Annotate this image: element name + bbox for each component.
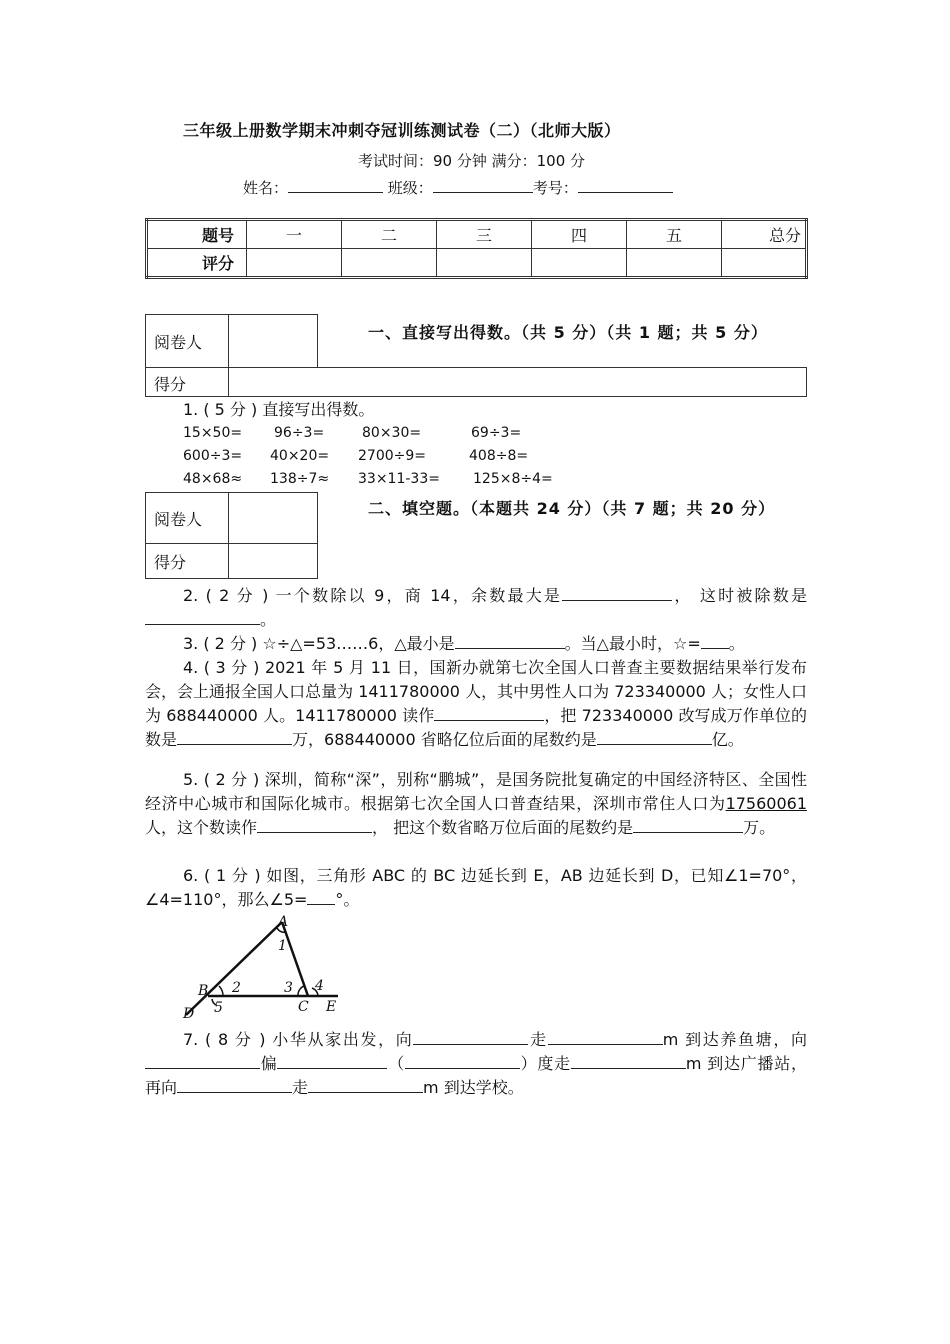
- score-cell[interactable]: [627, 249, 722, 278]
- q4-text: ，把 723340000 改写成万作单位的数是: [145, 706, 807, 749]
- q7-blank-3[interactable]: [145, 1052, 260, 1069]
- calc-item: 69÷3=: [471, 425, 522, 441]
- class-field[interactable]: [433, 176, 533, 193]
- score-table: [145, 218, 808, 279]
- q7-text: 走: [292, 1078, 309, 1097]
- score-label: 得分: [154, 375, 187, 394]
- score-cell[interactable]: [722, 249, 807, 278]
- q3-text: 。: [728, 634, 745, 653]
- q4-text: 4. ( 3 分 ) 2021 年 5 月 11 日，国新办就第七次全国人口普查主要数据结果举行发布会，会上通报全国人口总量为 1411780000 人，其中男性人口为 723340000 人；女性人口为 688440000 人。1411780000 读作: [145, 658, 807, 725]
- label-b: B: [198, 983, 209, 999]
- calc-item: 96÷3=: [274, 425, 325, 441]
- score-row-1: [145, 367, 807, 397]
- score-cell[interactable]: [532, 249, 627, 278]
- line-dba: [186, 922, 282, 1015]
- col-3: 三: [437, 220, 532, 249]
- col-2: 二: [342, 220, 437, 249]
- q7-text: ）度走: [519, 1054, 571, 1073]
- q6-text: 6. ( 1 分 ) 如图，三角形 ABC 的 BC 边延长到 E，AB 边延长到 D，已知∠1=70°，∠4=110°，那么∠5=: [145, 866, 807, 909]
- q7-blank-7[interactable]: [177, 1076, 292, 1093]
- q7-text: m 到达养鱼塘，向: [662, 1030, 807, 1049]
- score-cell[interactable]: [342, 249, 437, 278]
- q2-blank-2[interactable]: [145, 608, 260, 625]
- q7-blank-6[interactable]: [571, 1052, 686, 1069]
- label-c: C: [298, 999, 309, 1015]
- q7-text: 走: [528, 1030, 548, 1049]
- class-label: 班级：: [387, 179, 433, 197]
- calc-item: 33×11-33=: [358, 471, 440, 487]
- label-2: 2: [232, 980, 241, 996]
- reviewer-cell[interactable]: [229, 493, 318, 544]
- q3-text: 。当△最小时，☆=: [564, 634, 701, 653]
- q7-text: 偏: [260, 1054, 278, 1073]
- q5-number: 17560061: [725, 794, 807, 813]
- score-cell[interactable]: [229, 544, 318, 579]
- score-cell[interactable]: [437, 249, 532, 278]
- q4-blank-2[interactable]: [177, 728, 292, 745]
- reviewer-label: 阅卷人: [146, 315, 229, 368]
- calc-item: 48×68≈: [183, 471, 243, 487]
- q5-text: 万。: [743, 818, 776, 837]
- grader-box-2: [145, 492, 318, 579]
- question-4: [145, 656, 807, 752]
- calc-item: 80×30=: [362, 425, 422, 441]
- section-1-title: 一、直接写出得数。（共 5 分）（共 1 题；共 5 分）: [368, 323, 768, 342]
- q7-text: （: [387, 1054, 405, 1073]
- q4-text: 亿。: [711, 730, 744, 749]
- q2-text: 2. ( 2 分 ) 一个数除以 9，商 14，余数最大是: [183, 586, 563, 605]
- number-field[interactable]: [578, 176, 673, 193]
- label-5: 5: [214, 1000, 223, 1016]
- label-a: A: [278, 914, 289, 930]
- reviewer-label: 阅卷人: [146, 493, 229, 544]
- student-info-line: [243, 176, 673, 198]
- label-1: 1: [278, 938, 287, 954]
- exam-info: 考试时间：90 分钟 满分：100 分: [358, 152, 586, 170]
- question-5: [145, 768, 807, 840]
- q7-text: m 到达学校。: [423, 1078, 524, 1097]
- angle-3-arc: [298, 986, 304, 996]
- page-title: 三年级上册数学期末冲刺夺冠训练测试卷（二）（北师大版）: [183, 121, 621, 140]
- q4-blank-1[interactable]: [434, 704, 544, 721]
- grader-box-1: [145, 314, 318, 368]
- q7-blank-5[interactable]: [405, 1052, 520, 1069]
- row-label-score: 评分: [147, 249, 247, 278]
- q2-text: 。: [260, 610, 277, 629]
- q5-text: 5. ( 2 分 ) 深圳，简称“深”，别称“鹏城”，是国务院批复确定的中国经济特区、全国性经济中心城市和国际化城市。根据第七次全国人口普查结果，深圳市常住人口为: [145, 770, 807, 813]
- q3-text: 3. ( 2 分 ) ☆÷△=53……6，△最小是: [183, 634, 455, 653]
- calc-item: 15×50=: [183, 425, 243, 441]
- triangle-figure: [178, 912, 350, 1022]
- reviewer-cell[interactable]: [229, 315, 318, 368]
- q7-text: m 到达广播站，再向: [145, 1054, 807, 1097]
- name-label: 姓名：: [243, 179, 289, 197]
- q2-text: ， 这时被除数是: [672, 586, 807, 605]
- question-2: [145, 584, 807, 632]
- score-cell[interactable]: [247, 249, 342, 278]
- label-e: E: [326, 999, 337, 1015]
- q6-text: °。: [335, 890, 360, 909]
- q7-blank-2[interactable]: [548, 1028, 663, 1045]
- name-field[interactable]: [288, 176, 383, 193]
- q7-blank-4[interactable]: [277, 1052, 387, 1069]
- q5-blank-1[interactable]: [257, 816, 372, 833]
- angle-2-arc: [219, 986, 223, 996]
- number-label: 考号：: [532, 179, 578, 197]
- section-2-title: 二、填空题。（本题共 24 分）（共 7 题；共 20 分）: [368, 499, 776, 518]
- col-5: 五: [627, 220, 722, 249]
- col-1: 一: [247, 220, 342, 249]
- score-label: 得分: [146, 544, 229, 579]
- question-6: [145, 864, 807, 912]
- q7-text: 7. ( 8 分 ) 小华从家出发，向: [183, 1030, 414, 1049]
- label-3: 3: [284, 980, 293, 996]
- col-4: 四: [532, 220, 627, 249]
- row-label-question-number: 题号: [147, 220, 247, 249]
- calc-item: 125×8÷4=: [473, 471, 553, 487]
- label-d: D: [183, 1006, 195, 1022]
- q5-text: 人，这个数读作: [145, 818, 258, 837]
- q7-blank-1[interactable]: [413, 1028, 528, 1045]
- q7-blank-8[interactable]: [308, 1076, 423, 1093]
- calc-item: 40×20=: [270, 448, 330, 464]
- q1-stem: 1. ( 5 分 ) 直接写出得数。: [183, 400, 375, 419]
- question-7: [145, 1028, 807, 1100]
- calc-item: 138÷7≈: [270, 471, 330, 487]
- question-3: [145, 632, 807, 656]
- q5-blank-2[interactable]: [633, 816, 743, 833]
- calc-item: 2700÷9=: [358, 448, 426, 464]
- q3-blank-2[interactable]: [701, 632, 729, 649]
- q2-blank-1[interactable]: [562, 584, 672, 601]
- q3-blank-1[interactable]: [455, 632, 565, 649]
- q4-text: 万，688440000 省略亿位后面的尾数约是: [292, 730, 597, 749]
- q6-blank[interactable]: [307, 888, 335, 905]
- q5-text: ， 把这个数省略万位后面的尾数约是: [372, 818, 634, 837]
- label-4: 4: [315, 978, 324, 994]
- calc-item: 408÷8=: [469, 448, 529, 464]
- calc-item: 600÷3=: [183, 448, 243, 464]
- col-total: 总分: [722, 220, 807, 249]
- q4-blank-3[interactable]: [597, 728, 712, 745]
